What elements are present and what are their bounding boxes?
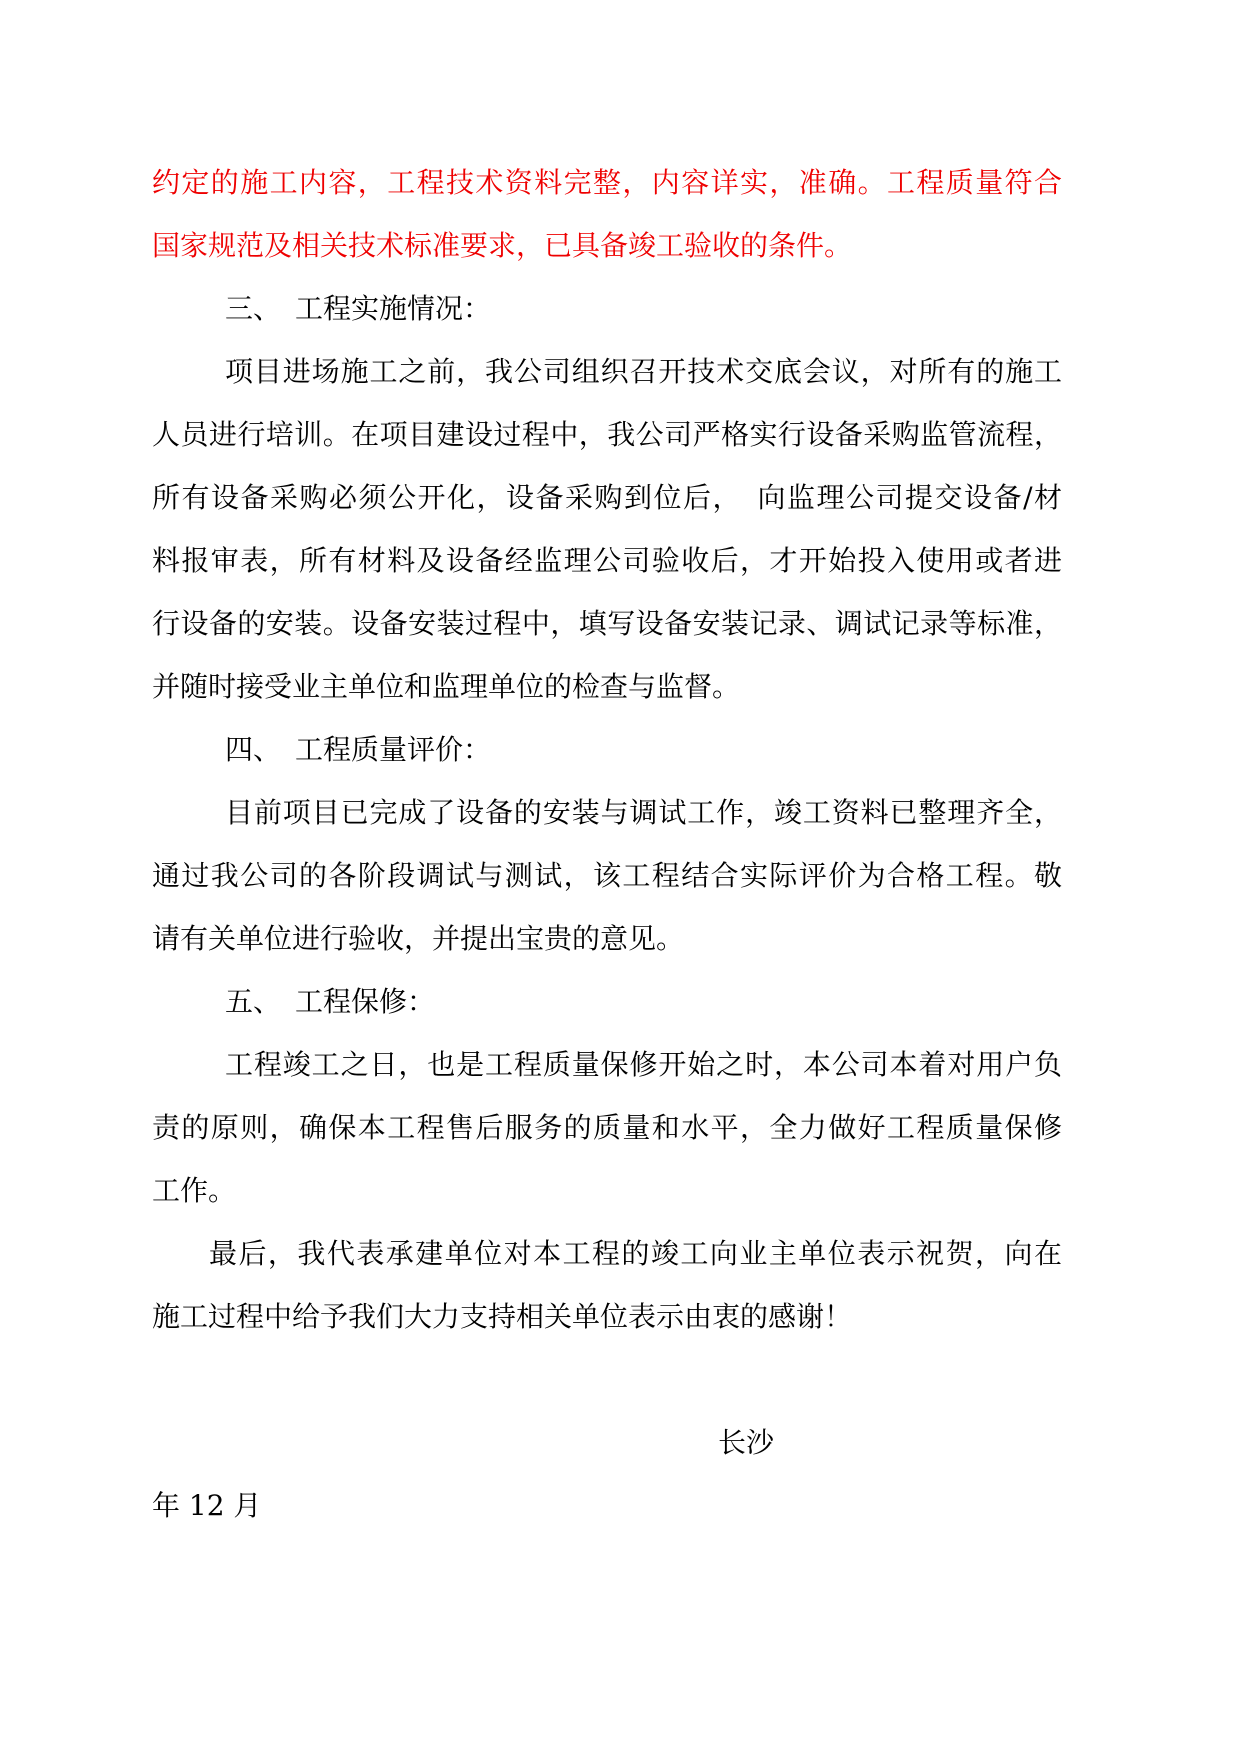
section-5-heading: 五、 工程保修： <box>225 985 436 1018</box>
closing-line-1: 最后，我代表承建单位对本工程的竣工向业主单位表示祝贺，向在 <box>209 1237 1062 1270</box>
section-4-line-1: 目前项目已完成了设备的安装与调试工作，竣工资料已整理齐全， <box>225 796 1062 829</box>
section-3-line-3: 所有设备采购必须公开化，设备采购到位后， 向监理公司提交设备/材 <box>152 481 1062 514</box>
section-5-line-3: 工作。 <box>152 1174 237 1207</box>
closing-line-2: 施工过程中给予我们大力支持相关单位表示由衷的感谢！ <box>152 1300 853 1333</box>
signature-city: 长沙 <box>718 1426 775 1459</box>
signature-date: 年 12 月 <box>152 1489 262 1522</box>
section-5-line-2: 责的原则，确保本工程售后服务的质量和水平，全力做好工程质量保修 <box>152 1111 1062 1144</box>
red-paragraph-line-2: 国家规范及相关技术标准要求，已具备竣工验收的条件。 <box>152 229 853 262</box>
section-3-line-6: 并随时接受业主单位和监理单位的检查与监督。 <box>152 670 741 703</box>
section-5-line-1: 工程竣工之日，也是工程质量保修开始之时，本公司本着对用户负 <box>225 1048 1062 1081</box>
section-3-line-2: 人员进行培训。在项目建设过程中，我公司严格实行设备采购监管流程， <box>152 418 1062 451</box>
section-4-line-2: 通过我公司的各阶段调试与测试，该工程结合实际评价为合格工程。敬 <box>152 859 1062 892</box>
section-3-line-5: 行设备的安装。设备安装过程中，填写设备安装记录、调试记录等标准， <box>152 607 1062 640</box>
section-4-line-3: 请有关单位进行验收，并提出宝贵的意见。 <box>152 922 685 955</box>
section-3-line-1: 项目进场施工之前，我公司组织召开技术交底会议，对所有的施工 <box>225 355 1062 388</box>
section-3-heading: 三、 工程实施情况： <box>225 292 492 325</box>
section-3-line-4: 料报审表，所有材料及设备经监理公司验收后，才开始投入使用或者进 <box>152 544 1062 577</box>
red-paragraph-line-1: 约定的施工内容，工程技术资料完整，内容详实，准确。工程质量符合 <box>152 166 1062 199</box>
section-4-heading: 四、 工程质量评价： <box>225 733 492 766</box>
